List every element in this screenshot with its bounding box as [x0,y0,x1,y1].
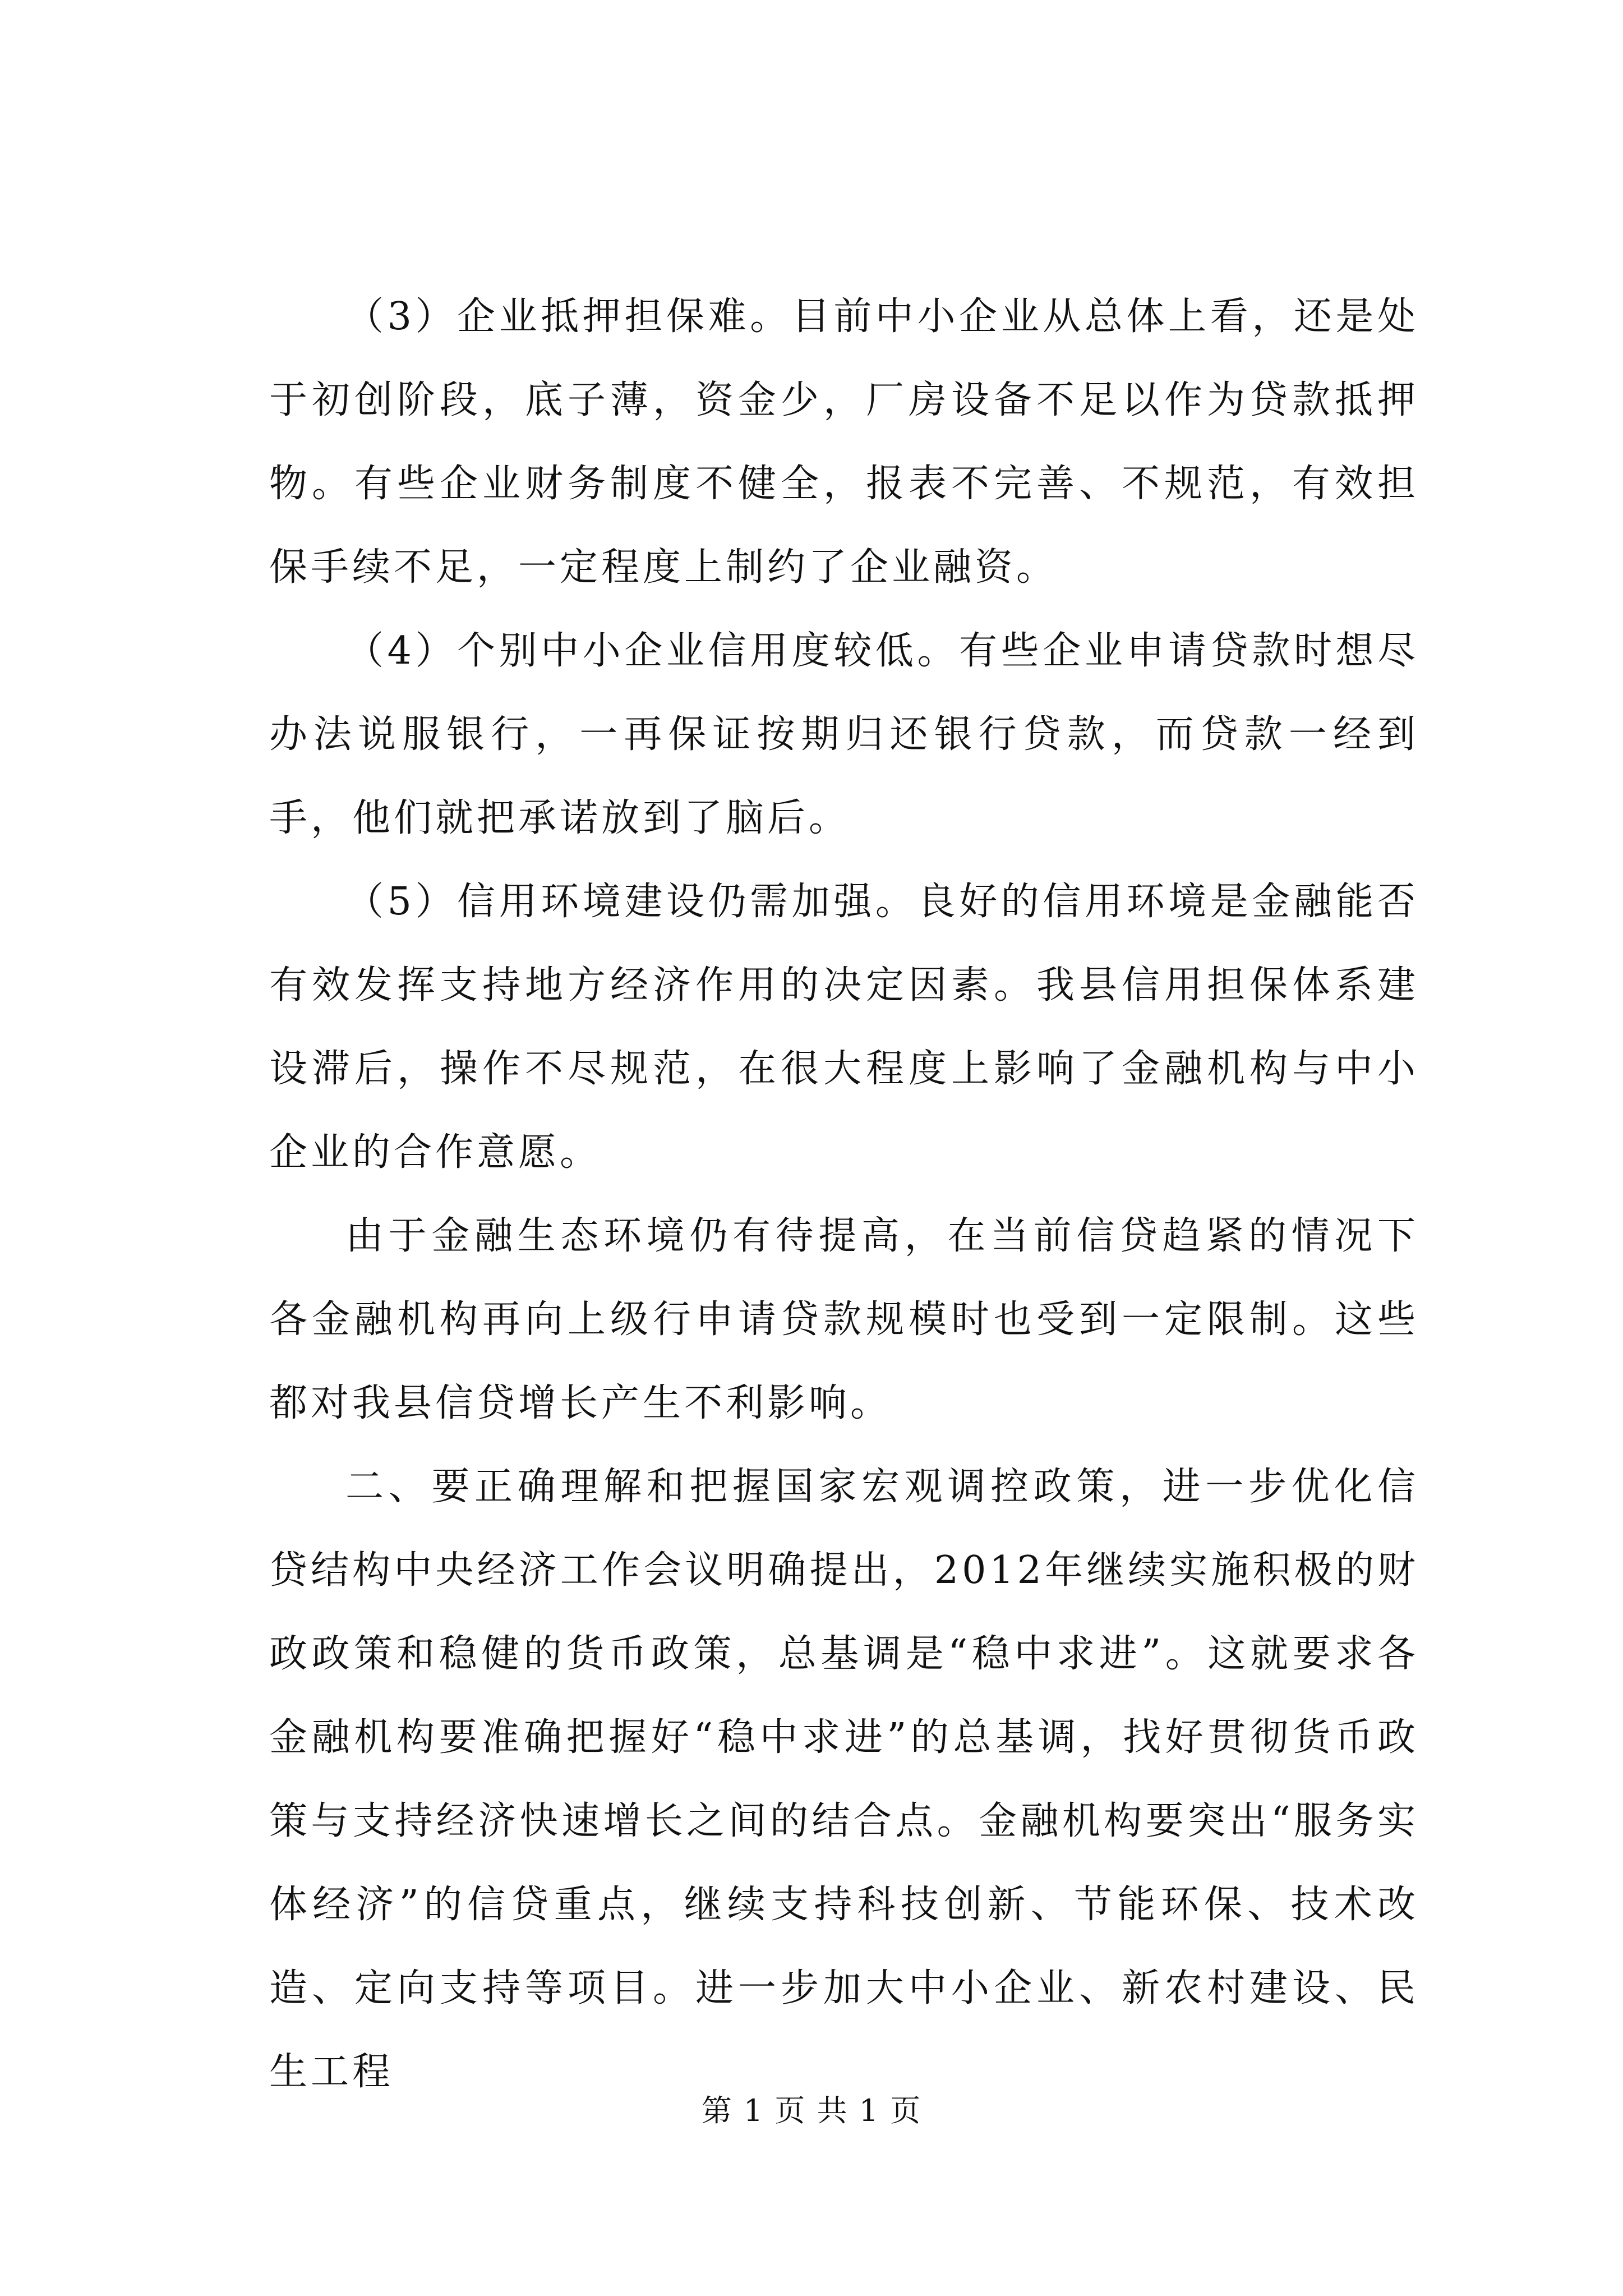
page-footer: 第 1 页 共 1 页 [701,2093,922,2128]
paragraph-credit-environment: （5）信用环境建设仍需加强。良好的信用环境是金融能否有效发挥支持地方经济作用的决定因素。我县信用担保体系建设滞后，操作不尽规范，在很大程度上影响了金融机构与中小企业的合作意愿。 [269,880,1419,1175]
paragraph-financial-ecology: 由于金融生态环境仍有待提高，在当前信贷趋紧的情况下各金融机构再向上级行申请贷款规模时也受到一定限制。这些都对我县信贷增长产生不利影响。 [269,1214,1419,1425]
paragraph-low-credit: （4）个别中小企业信用度较低。有些企业申请贷款时想尽办法说服银行，一再保证按期归还银行贷款，而贷款一经到手，他们就把承诺放到了脑后。 [269,629,1419,840]
paragraph-collateral-difficulty: （3）企业抵押担保难。目前中小企业从总体上看，还是处于初创阶段，底子薄，资金少，厂房设备不足以作为贷款抵押物。有些企业财务制度不健全，报表不完善、不规范，有效担保手续不足，一定程度上制约了企业融资。 [269,295,1419,590]
document-body [269,275,1419,2114]
paragraph-macro-policy: 二、要正确理解和把握国家宏观调控政策，进一步优化信贷结构中央经济工作会议明确提出，2012年继续实施积极的财政政策和稳健的货币政策，总基调是“稳中求进”。这就要求各金融机构要准确把握好“稳中求进”的总基调，找好贯彻货币政策与支持经济快速增长之间的结合点。金融机构要突出“服务实体经济”的信贷重点，继续支持科技创新、节能环保、技术改造、定向支持等项目。进一步加大中小企业、新农村建设、民生工程 [269,1465,1419,2094]
